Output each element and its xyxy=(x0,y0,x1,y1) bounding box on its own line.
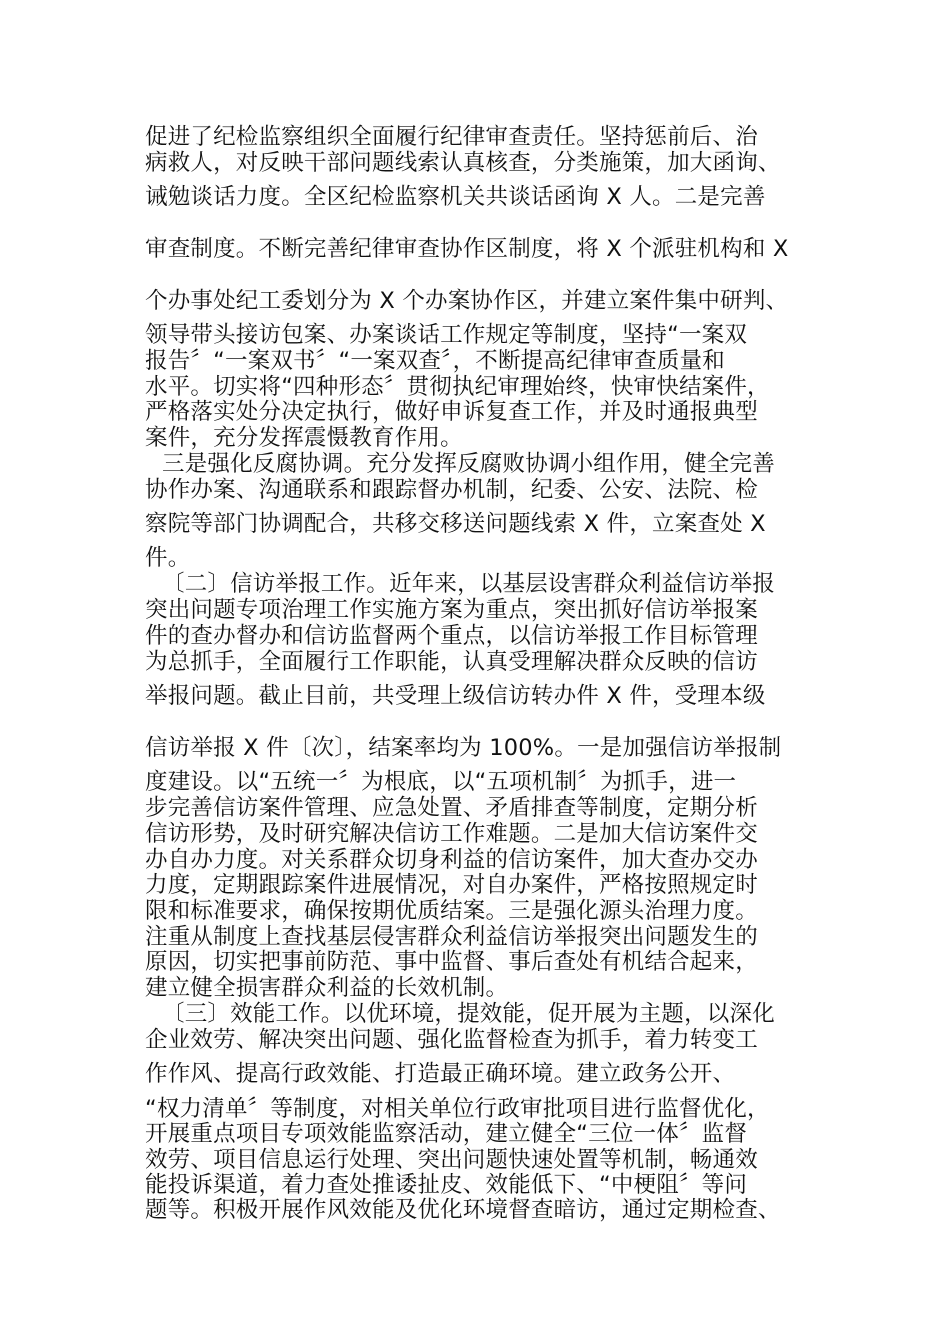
text-line: 案件，充分发挥震慑教育作用。 xyxy=(145,425,463,451)
text-line: 促进了纪检监察组织全面履行纪律审查责任。坚持惩前后、治 xyxy=(145,124,758,150)
text-line: 限和标准要求，确保按期优质结案。三是强化源头治理力度。 xyxy=(145,898,758,924)
text-line: 原因，切实把事前防范、事中监督、事后查处有机结合起来， xyxy=(145,949,758,975)
text-line: 报告〞“一案双书〞“一案双查〞，不断提高纪律审查质量和 xyxy=(145,348,725,374)
text-line: 企业效劳、解决突出问题、强化监督检查为抓手，着力转变工 xyxy=(145,1027,758,1053)
text-line: 察院等部门协调配合，共移交移送问题线索 X 件，立案查处 X xyxy=(145,511,766,537)
text-line: 举报问题。截止目前，共受理上级信访转办件 X 件，受理本级 xyxy=(145,683,766,709)
text-line: 注重从制度上查找基层侵害群众利益信访举报突出问题发生的 xyxy=(145,924,758,950)
text-line: 〔三〕效能工作。以优环境，提效能，促开展为主题，以深化 xyxy=(162,1001,775,1027)
text-line: 三是强化反腐协调。充分发挥反腐败协调小组作用，健全完善 xyxy=(162,451,775,477)
text-line: 步完善信访案件管理、应急处置、矛盾排查等制度，定期分析 xyxy=(145,795,758,821)
text-line: 严格落实处分决定执行，做好申诉复查工作，并及时通报典型 xyxy=(145,399,758,425)
text-line: 水平。切实将“四种形态〞贯彻执纪审理始终，快审快结案件， xyxy=(145,374,770,400)
text-line: 审查制度。不断完善纪律审查协作区制度，将 X 个派驻机构和 X xyxy=(145,236,789,262)
text-line: 病救人，对反映干部问题线索认真核查，分类施策，加大函询、 xyxy=(145,150,781,176)
text-line: 能投诉渠道，着力查处推诿扯皮、效能低下、“中梗阻〞等问 xyxy=(145,1172,748,1198)
text-line: 度建设。以“五统一〞为根底，以“五项机制〞为抓手，进一 xyxy=(145,769,737,795)
text-line: “权力清单〞等制度，对相关单位行政审批项目进行监督优化， xyxy=(145,1096,770,1122)
text-line: 件的查办督办和信访监督两个重点，以信访举报工作目标管理 xyxy=(145,623,758,649)
text-line: 信访举报 X 件〔次〕，结案率均为 100%。一是加强信访举报制 xyxy=(145,735,782,761)
text-line: 〔二〕信访举报工作。近年来，以基层设害群众利益信访举报 xyxy=(162,571,775,597)
text-line: 题等。积极开展作风效能及优化环境督查暗访，通过定期检查、 xyxy=(145,1197,781,1223)
text-line: 建立健全损害群众利益的长效机制。 xyxy=(145,975,509,1001)
text-line: 效劳、项目信息运行处理、突出问题快速处置等机制，畅通效 xyxy=(145,1147,758,1173)
text-line: 为总抓手，全面履行工作职能，认真受理解决群众反映的信访 xyxy=(145,649,758,675)
text-line: 领导带头接访包案、办案谈话工作规定等制度，坚持“一案双 xyxy=(145,322,748,348)
text-line: 个办事处纪工委划分为 X 个办案协作区，并建立案件集中研判、 xyxy=(145,288,789,314)
text-line: 力度，定期跟踪案件进展情况，对自办案件，严格按照规定时 xyxy=(145,872,758,898)
text-line: 作作风、提高行政效能、打造最正确环境。建立政务公开、 xyxy=(145,1061,736,1087)
text-line: 件。 xyxy=(145,545,191,571)
text-line: 信访形势，及时研究解决信访工作难题。二是加大信访案件交 xyxy=(145,821,758,847)
text-line: 开展重点项目专项效能监察活动，建立健全“三位一体〞监督 xyxy=(145,1121,748,1147)
text-line: 协作办案、沟通联系和跟踪督办机制，纪委、公安、法院、检 xyxy=(145,477,758,503)
text-line: 突出问题专项治理工作实施方案为重点，突出抓好信访举报案 xyxy=(145,597,758,623)
text-line: 办自办力度。对关系群众切身利益的信访案件，加大查办交办 xyxy=(145,847,758,873)
text-line: 诫勉谈话力度。全区纪检监察机关共谈话函询 X 人。二是完善 xyxy=(145,184,766,210)
